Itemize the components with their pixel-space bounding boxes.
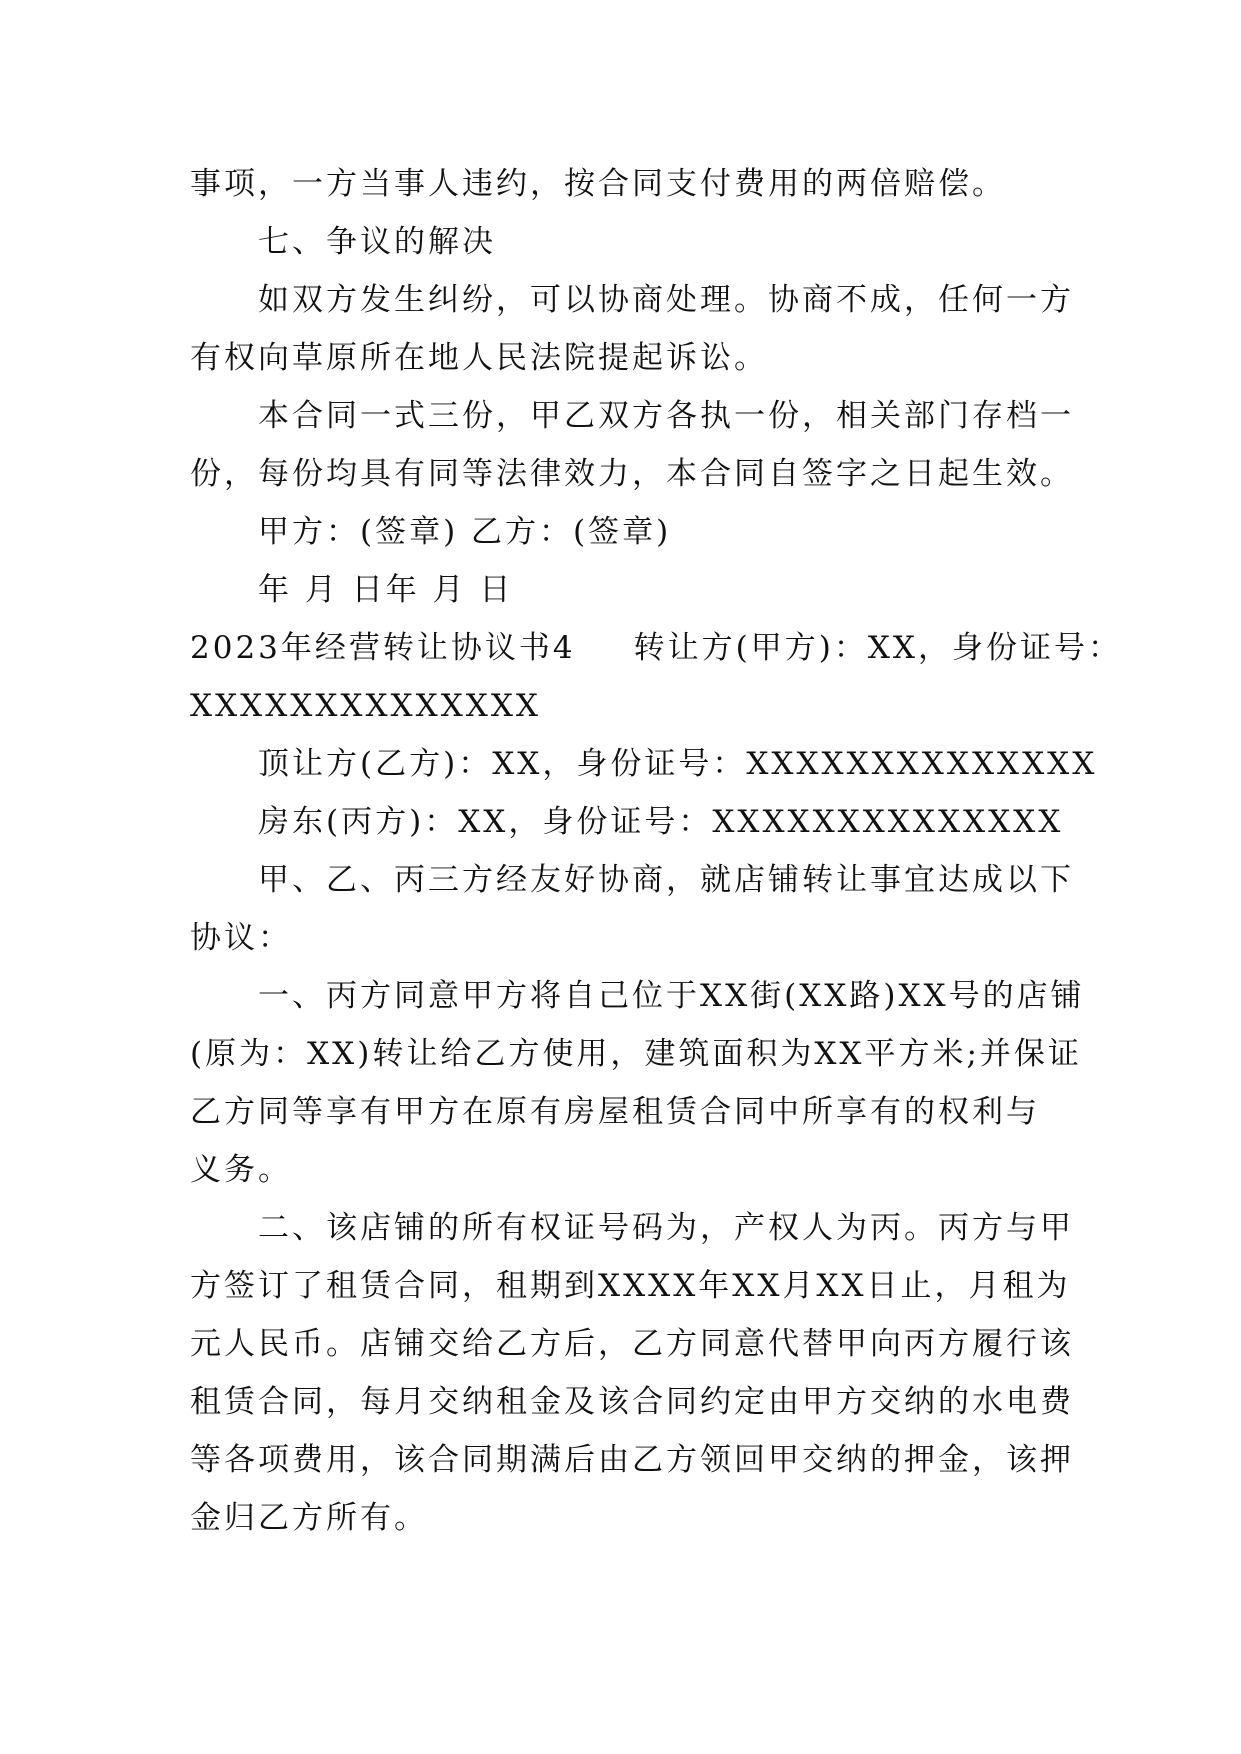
text-line: 义务。 bbox=[190, 1152, 292, 1188]
clause-line: 二、该店铺的所有权证号码为，产权人为丙。丙方与甲 bbox=[258, 1210, 1074, 1246]
document-body bbox=[190, 155, 1122, 1547]
text-line: 元人民币。店铺交给乙方后，乙方同意代替甲向丙方履行该 bbox=[190, 1326, 1074, 1362]
text-line: 事项，一方当事人违约，按合同支付费用的两倍赔偿。 bbox=[190, 166, 1006, 202]
text-line: 如双方发生纠纷，可以协商处理。协商不成，任何一方 bbox=[258, 282, 1074, 318]
text-line: 乙方同等享有甲方在原有房屋租赁合同中所享有的权利与 bbox=[190, 1094, 1040, 1130]
clause-line: 一、丙方同意甲方将自己位于XX街(XX路)XX号的店铺 bbox=[258, 978, 1085, 1014]
text-line: 甲、乙、丙三方经友好协商，就店铺转让事宜达成以下 bbox=[258, 862, 1074, 898]
date-line: 年 月 日年 月 日 bbox=[258, 572, 514, 608]
text-line: 租赁合同，每月交纳租金及该合同约定由甲方交纳的水电费 bbox=[190, 1384, 1074, 1420]
text-line: 本合同一式三份，甲乙双方各执一份，相关部门存档一 bbox=[258, 398, 1074, 434]
text-line: XXXXXXXXXXXXXX bbox=[190, 688, 541, 724]
text-line: 等各项费用，该合同期满后由乙方领回甲交纳的押金，该押 bbox=[190, 1442, 1074, 1478]
text-line: (原为：XX)转让给乙方使用，建筑面积为XX平方米;并保证 bbox=[190, 1036, 1082, 1072]
text-line: 份，每份均具有同等法律效力，本合同自签字之日起生效。 bbox=[190, 456, 1074, 492]
text-line: 协议： bbox=[190, 920, 292, 956]
section-heading: 七、争议的解决 bbox=[258, 224, 496, 260]
text-line: 有权向草原所在地人民法院提起诉讼。 bbox=[190, 340, 768, 376]
transferor-info: 转让方(甲方)：XX，身份证号： bbox=[633, 630, 1122, 666]
agreement-title: 2023年经营转让协议书4 bbox=[190, 630, 576, 666]
text-line: 房东(丙方)：XX，身份证号：XXXXXXXXXXXXXX bbox=[258, 804, 1064, 840]
text-line: 方签订了租赁合同，租期到XXXX年XX月XX日止，月租为 bbox=[190, 1268, 1071, 1304]
agreement-heading-line bbox=[190, 619, 1122, 677]
text-line: 金归乙方所有。 bbox=[190, 1500, 428, 1536]
signature-line: 甲方：(签章) 乙方：(签章) bbox=[258, 514, 672, 550]
text-line: 顶让方(乙方)：XX，身份证号：XXXXXXXXXXXXXX bbox=[258, 746, 1098, 782]
